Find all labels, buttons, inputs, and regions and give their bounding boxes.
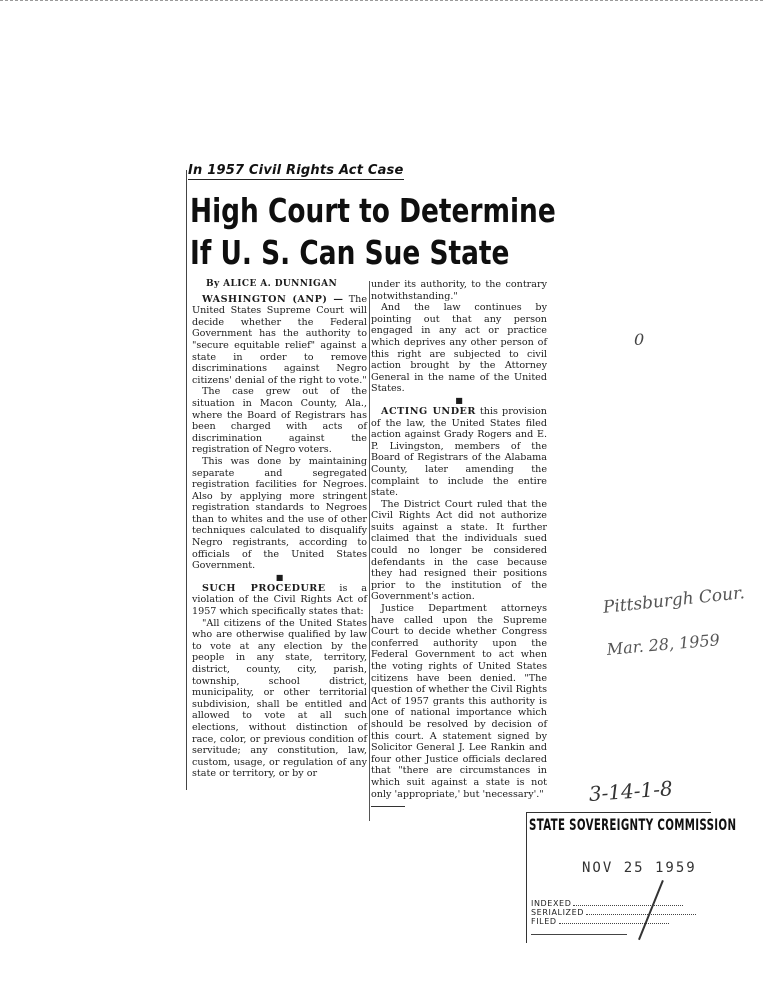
section-bullet: ■ [455,395,463,405]
scan-top-edge [0,0,763,5]
stamp-bottom-rule [531,934,627,935]
kicker-line: In 1957 Civil Rights Act Case [188,163,404,178]
headline-line-2: If U. S. Can Sue State [190,233,510,272]
dotted-line [573,899,683,906]
subhead-lead: ACTING UNDER [381,405,476,417]
paragraph [192,583,367,618]
stamp-date: NOV 25 1959 [582,860,697,876]
paragraph: This was done by maintaining separate and segregated registration facilities for Negroes. Also by applying more stringent registration standards to Negroes than to whites and the use of other techniques calculated to disqualify Negro registrants, according to officials of the United States Government. [192,455,367,572]
dotted-line [559,917,669,924]
subhead-lead: SUCH PROCEDURE [202,582,326,594]
dotted-line [586,908,696,915]
section-bullet: ■ [275,572,284,582]
paragraph [192,294,367,387]
stamp-title: STATE SOVEREIGNTY COMMISSION [529,815,737,834]
article-column-1 [192,279,367,780]
headline-line-1: High Court to Determine [190,191,556,230]
column-rule [369,281,370,821]
handwritten-source: Pittsburgh Cour. [602,583,746,618]
handwritten-file-number: 3-14-1-8 [588,776,674,806]
stamp-indexed [531,899,683,908]
byline: By ALICE A. DUNNIGAN [206,279,338,289]
paragraph: Justice Department attorneys have called upon the Supreme Court to decide whether Congress conferred authority upon the Federal Government to act when the voting rights of United States citizens have been denied. "The question of whether the Civil Rights Act of 1957 grants this authority is one of national importance which should be resolved by decision of this court. A statement signed by Solicitor General J. Lee Rankin and four other Justice officials declared that "there are circumstances in which suit against a state is not only 'appropriate,' but 'necessary'." [371,603,547,800]
stamp-indexed-label: INDEXED [531,899,572,908]
paragraph: The case grew out of the situation in Macon County, Ala., where the Board of Registrars has been charged with acts of discrimination against the registration of Negro voters. [192,386,367,456]
paragraph: And the law continues by pointing out that any person engaged in any act or practice which deprives any other person of this right are subjected to civil action brought by the Attorney General in the name of the United States. [371,302,547,395]
handwritten-date: Mar. 28, 1959 [606,630,721,659]
stamp-serialized-label: SERIALIZED [531,908,585,917]
dateline: WASHINGTON (ANP) — [202,293,344,305]
article-column-2 [371,279,547,807]
paragraph-quote: "All citizens of the United States who are otherwise qualified by law to vote at any election by the people in any state, territory, district, county, city, parish, township, school district, municipality, or other territorial subdivision, shall be entitled and allowed to vote at all such elections, without distinction of race, color, or previous condition of servitude; any constitution, law, custom, usage, or regulation of any state or territory, or by or [192,617,367,780]
stamp-serialized [531,908,696,917]
paragraph [371,406,547,499]
clipping-left-edge [186,170,187,790]
handwritten-mark: 0 [634,330,645,349]
paragraph: The District Court ruled that the Civil Rights Act did not authorize suits against a state. It further claimed that the individuals sued could no longer be considered defendants in the case because they had resigned their positions prior to the institution of the Government's action. [371,498,547,603]
end-rule [371,806,405,807]
paragraph-text: is a violation of the Civil Rights Act of 1957 which specifically states that: [192,582,367,618]
paragraph-text: this provision of the law, the United States filed action against Grady Rogers and E. P. Livingston, members of the Board of Registrars of the Alabama County, later amending the complaint to include the entire state. [371,405,547,499]
paragraph: under its authority, to the contrary notwithstanding." [371,279,547,302]
stamp-filed-label: FILED [531,917,557,926]
paragraph-text: The United States Supreme Court will decide whether the Federal Government has the authority to "secure equitable relief" against a state in order to remove discriminations against Negro citizens' denial of the right to vote." [192,293,368,386]
